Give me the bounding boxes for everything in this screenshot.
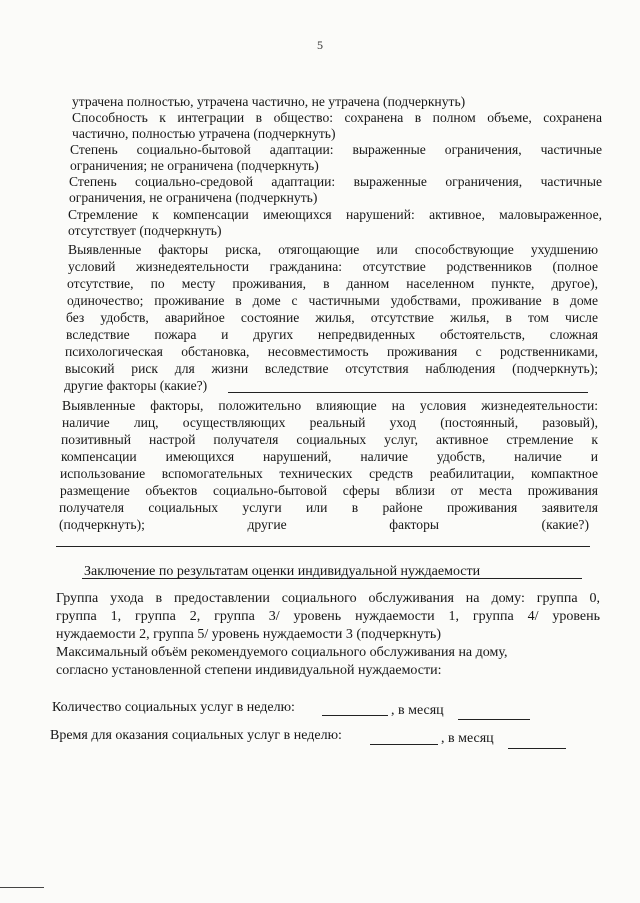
text-line: утрачена полностью, утрачена частично, не утрачена (подчеркнуть) bbox=[72, 94, 466, 109]
text-line: Способность к интеграции в общество: сохранена в полном объеме, сохранена bbox=[72, 110, 602, 125]
text-line: группа 1, группа 2, группа 3/ уровень нуждаемости 1, группа 4/ уровень bbox=[56, 609, 600, 624]
text-line: ограничения; не ограничена (подчеркнуть) bbox=[70, 158, 319, 173]
time-per-month-label: , в месяц bbox=[441, 731, 494, 746]
text-line: ограничения, не ограничена (подчеркнуть) bbox=[69, 190, 318, 205]
page-number: 5 bbox=[317, 38, 323, 52]
text-line: психологическая обстановка, несовместимость проживания с родственниками, bbox=[65, 344, 598, 359]
fill-in-line bbox=[228, 392, 588, 393]
time-per-week-blank bbox=[370, 744, 438, 745]
services-per-week-label: Количество социальных услуг в неделю: bbox=[52, 700, 295, 715]
services-per-week-blank bbox=[322, 715, 388, 716]
text-line: одиночество; проживание в доме с частичными удобствами, проживание в доме bbox=[67, 293, 598, 308]
text-line: Степень социально-средовой адаптации: выраженные ограничения, частичные bbox=[69, 174, 602, 189]
text-line: частично, полностью утрачена (подчеркнуть) bbox=[72, 126, 336, 141]
text-line: условий жизнедеятельности гражданина: отсутствие родственников (полное bbox=[68, 259, 598, 274]
text-line: позитивный настрой получателя социальных услуг, активное стремление к bbox=[61, 432, 598, 447]
text-line: Максимальный объём рекомендуемого социального обслуживания на дому, bbox=[56, 645, 508, 660]
title-underline bbox=[82, 578, 582, 579]
text-line: компенсации имеющихся нарушений, наличие удобств, наличие и bbox=[61, 449, 598, 464]
text-line: высокий риск для жизни вследствие отсутствия наблюдения (подчеркнуть); bbox=[65, 361, 598, 376]
text-line: Выявленные факторы риска, отягощающие или способствующие ухудшению bbox=[68, 242, 598, 257]
conclusion-title: Заключение по результатам оценки индивидуальной нуждаемости bbox=[84, 564, 481, 579]
text-line: размещение объектов социально-бытовой сферы вблизи от места проживания bbox=[60, 483, 598, 498]
text-line: наличие лиц, осуществляющих реальный уход (постоянный, разовый), bbox=[62, 415, 598, 430]
text-line: вследствие пожара и других непредвиденных обстоятельств, сложная bbox=[66, 327, 598, 342]
text-line: Степень социально-бытовой адаптации: выраженные ограничения, частичные bbox=[70, 142, 602, 157]
text-line: (подчеркнуть); другие факторы (какие?) bbox=[59, 517, 589, 532]
text-line: без удобств, аварийное состояние жилья, отсутствие жилья, в том числе bbox=[66, 310, 598, 325]
time-per-month-blank bbox=[508, 748, 566, 749]
services-per-month-label: , в месяц bbox=[391, 703, 444, 718]
text-line: использование вспомогательных технических средств реабилитации, компактное bbox=[60, 466, 598, 481]
text-line: Группа ухода в предоставлении социального обслуживания на дому: группа 0, bbox=[56, 591, 600, 606]
text-line: отсутствует (подчеркнуть) bbox=[68, 223, 222, 238]
text-line: нуждаемости 2, группа 5/ уровень нуждаемости 3 (подчеркнуть) bbox=[56, 627, 441, 642]
services-per-month-blank bbox=[458, 719, 530, 720]
time-per-week-label: Время для оказания социальных услуг в неделю: bbox=[50, 728, 342, 743]
fill-in-line bbox=[56, 546, 590, 547]
text-line: Стремление к компенсации имеющихся нарушений: активное, маловыраженное, bbox=[68, 207, 602, 222]
footnote-separator bbox=[0, 887, 44, 888]
text-line: получателя социальных услуги или в районе проживания заявителя bbox=[59, 500, 598, 515]
text-line: другие факторы (какие?) bbox=[64, 378, 208, 393]
text-line: согласно установленной степени индивидуальной нуждаемости: bbox=[56, 663, 442, 678]
text-line: отсутствие, по месту проживания, в данном населенном пункте, другое), bbox=[67, 276, 598, 291]
text-line: Выявленные факторы, положительно влияющие на условия жизнедеятельности: bbox=[62, 398, 598, 413]
